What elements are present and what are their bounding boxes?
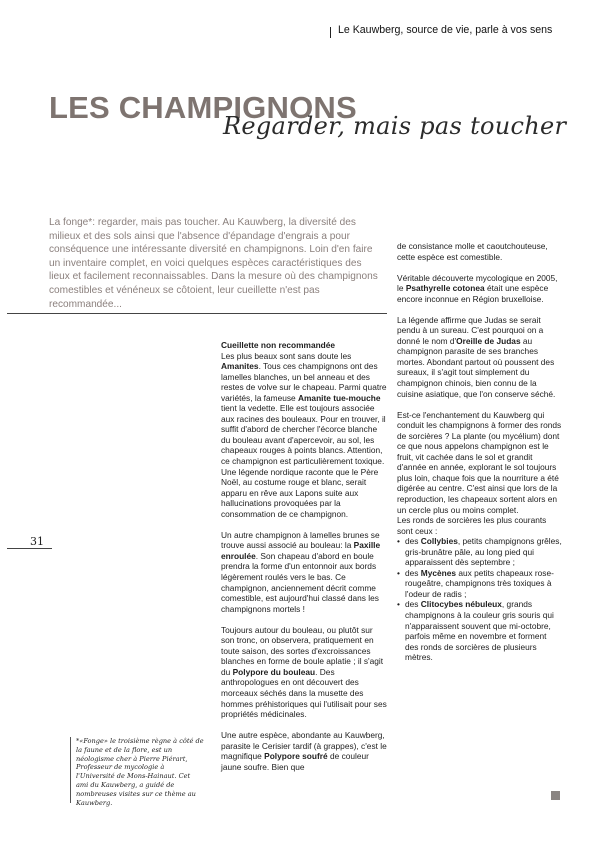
species-name: Paxille enroulée bbox=[221, 540, 381, 561]
species-name: Polypore soufré bbox=[264, 751, 328, 762]
text: Un autre champignon à lamelles brunes se trouve aussi associé au bouleau: la bbox=[221, 529, 380, 551]
footnote: *«Fonge» le troisième règne à côté de la faune et de la flore, est un néologisme cher à Pierre Piérart, Professeur de mycologie à l'Université de Mons-Hainaut. Cet ami du Kauwberg, a guidé de nombreuses visites sur ce thème au Kauwberg. bbox=[76, 737, 204, 807]
text: des bbox=[405, 599, 421, 610]
paragraph-amanites bbox=[221, 351, 388, 520]
text: des bbox=[405, 536, 421, 547]
species-name: Amanite tue-mouche bbox=[297, 392, 381, 403]
species-name: Psathyrelle cotonea bbox=[405, 283, 485, 294]
paragraph-ronds-list-intro: Les ronds de sorcières les plus courants sont ceux : bbox=[397, 515, 547, 536]
section-heading: Cueillette non recommandée bbox=[221, 340, 336, 350]
running-header: Le Kauwberg, source de vie, parle à vos sens bbox=[338, 24, 553, 36]
list-item bbox=[397, 599, 562, 662]
intro-divider bbox=[7, 313, 387, 314]
page-title: LES CHAMPIGNONS bbox=[49, 90, 357, 125]
species-name: Clitocybes nébuleux bbox=[420, 599, 502, 610]
text: . Son chapeau d'abord en boule prendra la forme d'un entonnoir aux bords légèrement roulés vers le bas. Ce champignon, anciennement décrit comme comestible, est aujourd'hui classé dans les champignons mortels ! bbox=[221, 550, 379, 614]
text: . Des anthropologues en ont découvert des morceaux séchés dans la musette des hommes préhistoriques qui l'utilisait pour ses propriétés médicinales. bbox=[221, 666, 387, 720]
text: de couleur jaune soufre. Bien que bbox=[221, 751, 369, 772]
list-item bbox=[397, 536, 562, 568]
text: des bbox=[405, 567, 421, 578]
text: au champignon parasite de ses branches mortes. Abondant partout où poussent des sureaux, il s'agit tout simplement du champignon chinois, bien connu de la cuisine asiatique, que l'on conserve séché. bbox=[397, 335, 556, 399]
text: Véritable découverte mycologique en 2005, le bbox=[397, 272, 558, 294]
footnote-bar bbox=[70, 737, 71, 803]
paragraph-ronds-sorcieres: Est-ce l'enchantement du Kauwberg qui conduit les champignons à former des ronds de sorcières ? La plante (ou mycélium) dont ce que nous appelons champignon est le fruit, vit cachée dans le sol et grandit d'année en année, explorant le sol toujours plus loin, chaque fois que la nourriture a été digérée au centre. C'est ainsi que lors de la reproduction, les chapeaux sortent alors en un cercle plus ou moins complet. bbox=[397, 409, 562, 515]
paragraph-polypore-bouleau bbox=[221, 625, 388, 720]
text: Toujours autour du bouleau, ou plutôt sur son tronc, on observera, pratiquement en toute saison, des sortes d'excroissances blanches en forme de boule aplatie ; il s'agit du bbox=[221, 624, 384, 677]
end-of-article-square-icon bbox=[551, 791, 560, 800]
intro-paragraph: La fonge*: regarder, mais pas toucher. Au Kauwberg, la diversité des milieux et des sols ainsi que l'absence d'épandage d'engrais a pour conséquence une intéressante diversité en champignons. Loin d'en faire un inventaire complet, en voici quelques espèces caractéristiques des lieux et facilement reconnaissables. Dans la mesure où des champignons comestibles et vénéneux se côtoient, leur cueillette n'est pas recommandée... bbox=[49, 217, 378, 310]
text: . Tous ces champignons ont des lamelles blanches, un bel anneau et des restes de volve sur le chapeau. Parmi quatre variétés, la fameuse bbox=[221, 361, 387, 403]
paragraph-oreille-judas bbox=[397, 315, 562, 399]
species-name: Polypore du bouleau bbox=[232, 666, 316, 677]
text: Une autre espèce, abondante au Kauwberg, parasite le Cerisier tardif (à grappes), c'est le magnifique bbox=[221, 730, 387, 762]
species-name: Amanites bbox=[221, 361, 259, 372]
page-number-divider bbox=[7, 548, 52, 549]
species-list bbox=[397, 536, 562, 663]
header-divider bbox=[330, 27, 331, 38]
species-name: Oreille de Judas bbox=[456, 335, 521, 346]
paragraph-paxille bbox=[221, 530, 388, 614]
text: , grands champignons à la couleur gris souris qui n'apparaissent souvent que mi-octobre, parfois même en novembre et forment des ronds de sorcières de plusieurs mètres. bbox=[405, 599, 554, 663]
text: La légende affirme que Judas se serait pendu à un sureau. C'est pourquoi on a donné le nom d' bbox=[397, 314, 544, 346]
article-column-middle bbox=[221, 340, 388, 772]
text: tient la vedette. Elle est toujours associée aux racines des bouleaux. Pour en trouver, il suffit d'abord de chercher l'écorce blanche du bouleau avant d'apercevoir, au sol, les chapeaux rouges à points blancs. Attention, ce champignon est particulièrement toxique. Une légende nordique raconte que le Père Noël, au costume rouge et blanc, serait apparu en rêve aux Lapons suite aux hallucinations provoquées par la consommation de ce champignon. bbox=[221, 403, 386, 519]
page-number: 31 bbox=[30, 535, 44, 548]
list-item bbox=[397, 568, 562, 600]
text: était une espèce encore inconnue en Région bruxelloise. bbox=[397, 283, 549, 304]
paragraph-psathyrelle bbox=[397, 273, 562, 305]
text: Les plus beaux sont sans doute les bbox=[221, 350, 352, 361]
paragraph-polypore-soufre bbox=[221, 730, 388, 772]
article-column-right bbox=[397, 241, 562, 663]
text: aux petits chapeaux rose-rougeâtre, champignons très toxiques à l'odeur de radis ; bbox=[405, 567, 554, 599]
species-name: Collybies bbox=[420, 536, 458, 547]
page-subtitle: Regarder, mais pas toucher bbox=[223, 112, 567, 140]
text: , petits champignons grêles, gris-brunâtre pâle, au long pied qui apparaissent dès septembre ; bbox=[405, 536, 562, 568]
species-name: Mycènes bbox=[420, 567, 457, 578]
paragraph-continued: de consistance molle et caoutchouteuse, cette espèce est comestible. bbox=[397, 241, 548, 262]
